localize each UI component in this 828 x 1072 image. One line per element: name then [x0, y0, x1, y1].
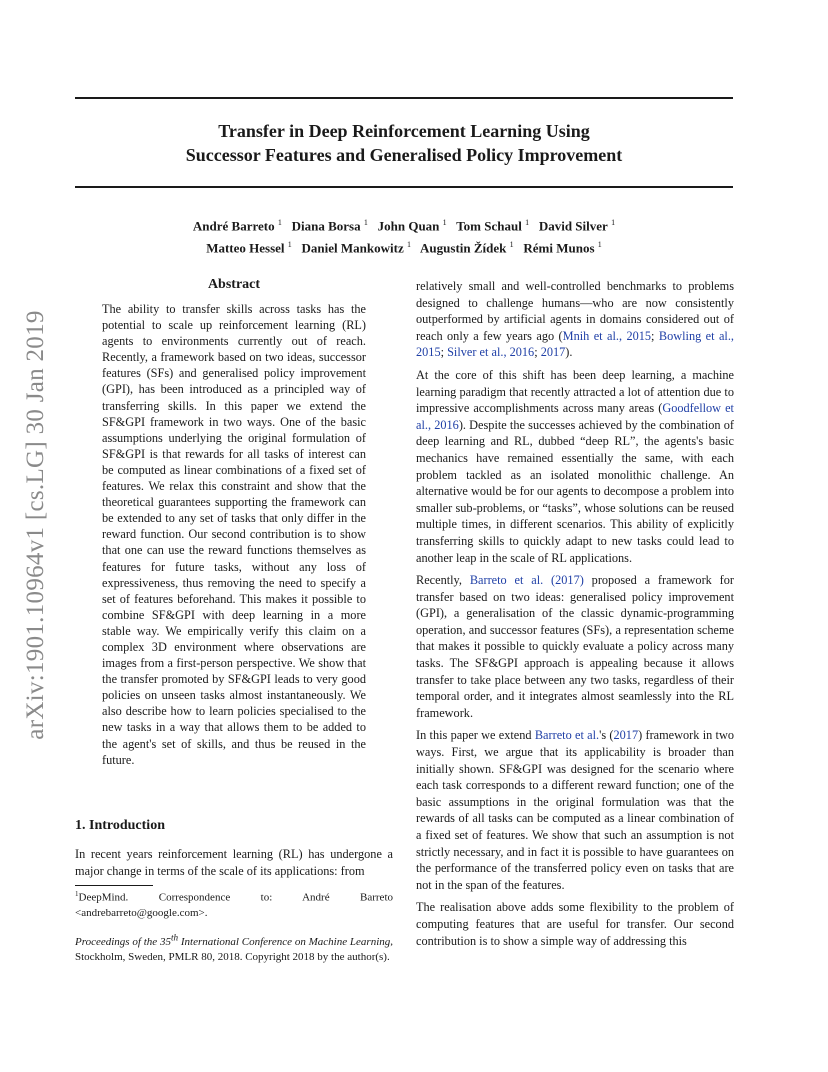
paragraph-text: Recently, — [416, 573, 470, 588]
paragraph-5 — [416, 899, 734, 949]
introduction-text: In recent years reinforcement learning (RL) has undergone a major change in terms of the scale of its applications: from — [75, 847, 393, 878]
citation-link[interactable]: 2017 — [540, 345, 566, 360]
abstract-heading: Abstract — [207, 277, 261, 292]
paragraph-text: ). — [565, 345, 573, 360]
citation-link[interactable]: Bowling et al., 2015 — [416, 328, 734, 360]
citation-link[interactable]: Barreto et al. (2017) — [469, 573, 584, 588]
paragraph-text: proposed a framework for transfer based on two ideas: generalised policy improvement (GPI), a generalisation of the classic dynamic-programming operation, and successor features (SFs), a representation scheme that makes it possible to quickly evaluate a policy across many tasks. The SF&GPI approach is appealing because it allows transfer to take place between any two tasks, regardless of their temporal order, and it integrates almost seamlessly into the RL framework. — [416, 573, 734, 720]
author: Tom Schaul — [456, 218, 522, 234]
paragraph-text: In this paper we extend — [416, 728, 535, 743]
citation-link[interactable]: 2017 — [613, 728, 639, 743]
author: Matteo Hessel — [206, 240, 285, 256]
citation-separator: ; — [440, 345, 448, 360]
author: Daniel Mankowitz — [301, 240, 404, 256]
proceedings-ordinal-suffix: th — [170, 932, 179, 942]
arxiv-stamp — [16, 293, 56, 758]
paragraph-1 — [416, 278, 734, 361]
author: David Silver — [538, 218, 608, 234]
proceedings-ordinal: 35 — [159, 935, 171, 948]
citation-link[interactable]: Barreto et al. — [534, 728, 600, 743]
title-line-2: Successor Features and Generalised Policy Improvement — [185, 145, 623, 165]
proceedings-note — [75, 930, 393, 966]
footnote-mark: 1 — [75, 890, 79, 898]
author-line-2 — [75, 235, 733, 257]
paragraph-2 — [416, 367, 734, 566]
proceedings-venue-start: Proceedings of the — [75, 935, 158, 948]
introduction-heading: 1. Introduction — [75, 818, 165, 833]
author: Rémi Munos — [523, 240, 595, 256]
paragraph-text: relatively small and well-controlled benchmarks to problems designed to challenge humans—who are now consistently outperformed by artificial agents in domains considered out of reach only a few years ago ( — [416, 279, 734, 343]
affiliation-mark: 1 — [525, 218, 530, 227]
proceedings-venue-rest: International Conference on Machine Learning — [180, 935, 391, 948]
affiliation-mark: 1 — [442, 218, 447, 227]
paper-title — [75, 119, 733, 167]
citation-separator: ; — [534, 345, 541, 360]
author: Diana Borsa — [291, 218, 361, 234]
affiliation-mark: 1 — [363, 218, 368, 227]
affiliation-mark: 1 — [509, 240, 514, 250]
author: Augustin Žídek — [420, 240, 507, 256]
abstract-body: The ability to transfer skills across tasks has the potential to scale up reinforcement learning (RL) agents to environments currently out of reach. Recently, a framework based on two ideas, successor features (SFs) and generalised policy improvement (GPI), has been introduced as a principled way of transferring skills. In this paper we extend the SF&GPI framework in two ways. One of the basic assumptions underlying the original formulation of SF&GPI is that rewards for all tasks of interest can be computed as linear combinations of a fixed set of features. We relax this constraint and show that the theoretical guarantees supporting the framework can be extended to any set of tasks that only differ in the reward function. Our second contribution is to show that one can use the reward functions themselves as features for future tasks, without any loss of expressiveness, thus removing the need to specify a set of features beforehand. This makes it possible to combine SF&GPI with deep learning in a more stable way. We empirically verify this claim on a complex 3D environment where observations are images from a first-person perspective. We show that the transfer promoted by SF&GPI leads to very good policies on unseen tasks almost instantaneously. We also describe how to learn policies specialised to the new tasks in a way that allows them to be added to the agent's set of skills, and thus be reused in the future. — [102, 302, 366, 767]
right-column — [416, 278, 734, 955]
citation-separator: ; — [651, 328, 659, 343]
paragraph-4 — [416, 727, 734, 893]
affiliation-mark: 1 — [287, 240, 292, 250]
paragraph-3 — [416, 572, 734, 721]
citation-link[interactable]: Mnih et al., 2015 — [562, 328, 652, 343]
title-top-rule — [75, 97, 733, 99]
paragraph-text: The realisation above adds some flexibility to the problem of computing features that are useful for transfer. Our second contribution is to show a simple way of addressing this — [416, 900, 734, 948]
author-line-1 — [75, 213, 733, 235]
affiliation-mark: 1 — [597, 240, 602, 250]
affiliation-mark: 1 — [277, 218, 282, 227]
paragraph-text: 's ( — [599, 728, 614, 743]
proceedings-details: , Stockholm, Sweden, PMLR 80, 2018. Copyright 2018 by the author(s). — [75, 935, 393, 964]
affiliation-mark: 1 — [611, 218, 616, 227]
footnote-rule — [75, 885, 153, 886]
footnote — [75, 887, 393, 922]
author: John Quan — [377, 218, 440, 234]
arxiv-stamp-text: arXiv:1901.10964v1 [cs.LG] 30 Jan 2019 — [22, 310, 49, 740]
paragraph-text: ). Despite the successes achieved by the combination of deep learning and RL, dubbed “deep RL”, the agents's basic mechanics have remained essentially the same, with each problem tackled as an isolated monolithic challenge. An alternative would be for our agents to decompose a problem into smaller sub-problems, or “tasks”, whose solutions can be reused multiple times, in different scenarios. This ability of explicitly transferring skills to quickly adapt to new tasks could lead to another leap in the scale of RL applications. — [416, 417, 734, 565]
citation-link[interactable]: Silver et al., 2016 — [447, 345, 535, 360]
author-list — [75, 213, 733, 258]
paragraph-text: At the core of this shift has been deep learning, a machine learning paradigm that recently attracted a lot of attention due to impressive accomplishments across many areas ( — [416, 367, 734, 416]
citation-link[interactable]: Goodfellow et al., 2016 — [416, 401, 734, 432]
footnote-text: DeepMind. Correspondence to: André Barreto <andrebarreto@google.com>. — [75, 891, 393, 920]
title-bottom-rule — [75, 186, 733, 188]
author: André Barreto — [192, 218, 275, 234]
proceedings-venue — [75, 932, 391, 948]
affiliation-mark: 1 — [407, 240, 411, 250]
paragraph-text: ) framework in two ways. First, we argue that its applicability is broader than initially shown. SF&GPI was designed for the scenario where each task corresponds to a different reward function; one of the basic assumptions in the original formulation was that the rewards of all tasks can be computed as a linear combination of a fixed set of features. We show that such an assumption is not strictly necessary, and in fact it is possible to have guarantees on the performance of the transferred policy even on tasks that are not in the span of the features. — [416, 728, 734, 892]
title-line-1: Transfer in Deep Reinforcement Learning Using — [218, 121, 590, 141]
